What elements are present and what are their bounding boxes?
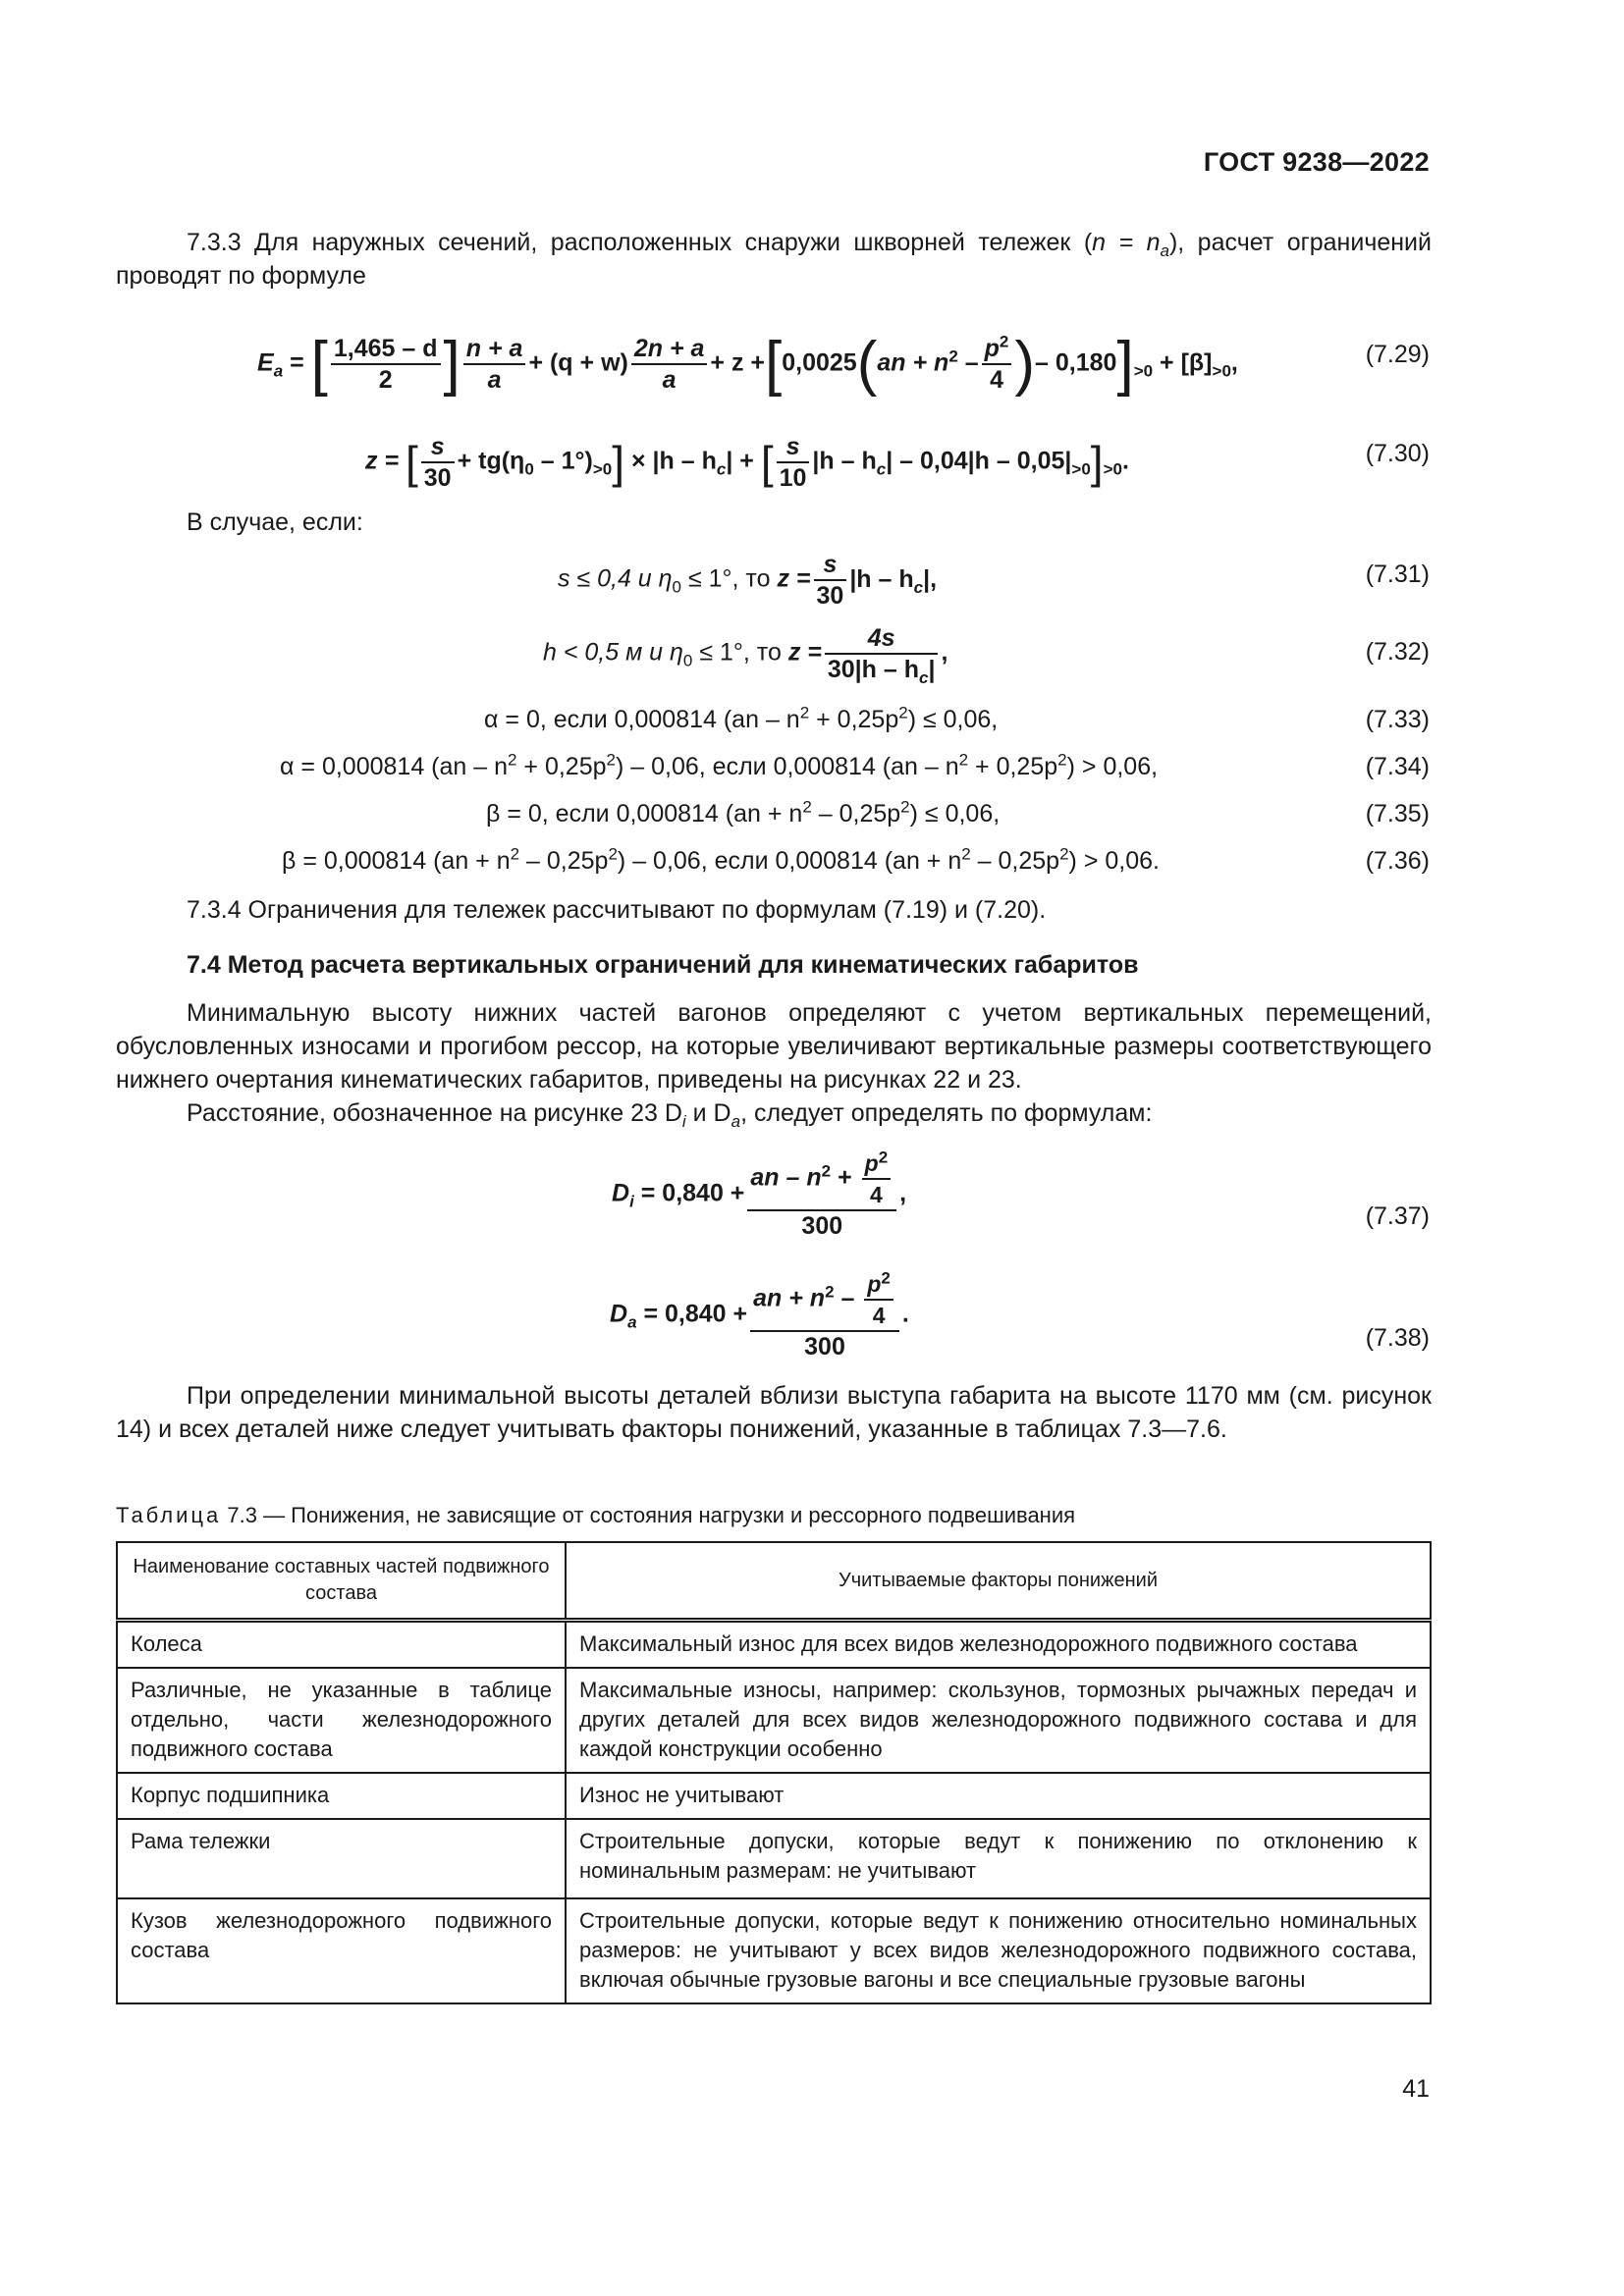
fraction xyxy=(814,550,847,611)
text: 2 xyxy=(508,750,517,770)
text: . xyxy=(901,1300,909,1328)
text: >0 xyxy=(1071,459,1091,479)
text: |, xyxy=(923,564,938,593)
text: 0 xyxy=(672,577,682,597)
text: ), расчет ограничений проводят по формуле xyxy=(116,229,1432,290)
text: 2 xyxy=(378,366,393,394)
text: an + n xyxy=(877,348,949,377)
fraction xyxy=(421,432,455,493)
text: 2 xyxy=(881,1268,891,1288)
equation-number: (7.31) xyxy=(1365,561,1430,588)
paragraph-733 xyxy=(116,226,1432,293)
equation-number: (7.32) xyxy=(1365,638,1430,666)
text: 4 xyxy=(869,1182,883,1207)
text: s xyxy=(430,433,445,460)
text: 0,0025 xyxy=(782,348,857,377)
text: E xyxy=(257,348,274,377)
table-row xyxy=(117,1773,1431,1819)
text: ) ≤ 0,06, xyxy=(907,706,999,733)
fraction xyxy=(331,334,441,395)
text: a xyxy=(662,366,677,394)
text: + (q + w) xyxy=(528,348,628,377)
text: – 0,25p xyxy=(970,847,1060,875)
text: n = n xyxy=(1092,229,1161,256)
formula-7-37 xyxy=(612,1148,906,1241)
fraction xyxy=(747,1148,896,1241)
formula-7-36 xyxy=(282,844,1160,878)
text: p xyxy=(864,1150,879,1176)
text: 2 xyxy=(948,347,958,366)
text: h < 0,5 м и η xyxy=(543,638,683,667)
text: s xyxy=(785,433,800,460)
table-cell: Строительные допуски, которые ведут к понижению по отклонению к номинальным размерам: не учитывают xyxy=(566,1819,1431,1898)
paragraph-74-2 xyxy=(116,1096,1432,1130)
text: + xyxy=(831,1163,852,1192)
text: an – n xyxy=(750,1163,822,1192)
fraction xyxy=(777,432,810,493)
text: 4 xyxy=(990,366,1003,394)
text: i xyxy=(681,1112,686,1131)
text: 1,465 – d xyxy=(331,334,441,365)
paragraph-74-3: При определении минимальной высоты деталей вблизи выступа габарита на высоте 1170 мм (см. рисунок 14) и всех деталей ниже следует учитывать факторы понижений, указанные в таблицах 7.3—7.6. xyxy=(116,1382,1432,1443)
table-row xyxy=(117,1621,1431,1669)
table-header-row xyxy=(117,1542,1431,1621)
fraction xyxy=(825,623,939,687)
text: D xyxy=(612,1179,630,1207)
table-row xyxy=(117,1898,1431,2003)
text: 2 xyxy=(821,1161,832,1181)
text: s xyxy=(823,551,838,578)
paragraph-734: 7.3.4 Ограничения для тележек рассчитывают по формулам (7.19) и (7.20). xyxy=(187,896,1047,924)
text: >0 xyxy=(1212,361,1231,381)
table-cell: Строительные допуски, которые ведут к понижению относительно номинальных размеров: не учитывают у всех видов железнодорожного подвижного состава, включая обычные грузовые вагоны и все специальные грузовые вагоны xyxy=(566,1898,1431,2003)
text: – xyxy=(834,1284,855,1312)
text: z = xyxy=(365,447,400,475)
text: an + n xyxy=(753,1284,826,1312)
table-7-3 xyxy=(116,1541,1432,2004)
text: 7.3.3 Для наружных сечений, расположенных снаружи шкворней тележек ( xyxy=(187,229,1093,256)
text: 300 xyxy=(801,1212,843,1240)
text: 2 xyxy=(900,797,910,817)
text: , следует определять по формулам: xyxy=(740,1099,1153,1127)
page-number: 41 xyxy=(1402,2075,1430,2103)
equation-number: (7.34) xyxy=(1365,753,1430,780)
table-row xyxy=(117,1819,1431,1898)
text: 2 xyxy=(606,750,616,770)
text: 30 xyxy=(816,582,844,610)
formula-7-32 xyxy=(543,623,948,687)
text: ) ≤ 0,06, xyxy=(909,800,1001,828)
text: >0 xyxy=(592,459,613,479)
section-heading-7-4: 7.4 Метод расчета вертикальных ограничений для кинематических габаритов xyxy=(187,951,1139,979)
fraction xyxy=(631,334,708,395)
text: a xyxy=(487,366,502,394)
text: | xyxy=(928,656,936,683)
text: – xyxy=(964,348,979,377)
text: |h – h xyxy=(812,447,877,475)
text: + tg(η xyxy=(457,447,525,475)
text: – 0,25p xyxy=(519,847,609,875)
text: i xyxy=(629,1192,634,1211)
text: >0 xyxy=(1133,361,1154,381)
fraction xyxy=(750,1269,899,1362)
text: + 0,25p xyxy=(968,753,1058,780)
text: a xyxy=(273,361,284,381)
text: = 0,840 + xyxy=(633,1179,745,1207)
text: 2 xyxy=(825,1282,835,1302)
equation-number: (7.36) xyxy=(1365,847,1430,875)
text: 30|h – h xyxy=(827,656,920,683)
text: 300 xyxy=(804,1333,845,1361)
equation-number: (7.29) xyxy=(1365,341,1430,368)
text: 2 xyxy=(802,797,812,817)
text: α = 0,000814 (an – n xyxy=(280,753,508,780)
table-cell: Рама тележки xyxy=(117,1819,566,1898)
text: ) > 0,06, xyxy=(1066,753,1159,780)
text: 2 xyxy=(958,750,969,770)
text: ) > 0,06. xyxy=(1068,847,1160,875)
text: |h – h xyxy=(849,564,914,593)
table-cell: Максимальные износы, например: скользунов, тормозных рычажных передач и других деталей для всех видов железнодорожного подвижного состава и для каждой конструкции особенно xyxy=(566,1668,1431,1773)
text: 2 xyxy=(878,1148,889,1167)
text: 2 xyxy=(961,844,971,864)
text: c xyxy=(919,668,929,687)
text: – 1°) xyxy=(540,447,593,475)
formula-7-34 xyxy=(280,750,1158,783)
table-caption xyxy=(116,1501,1075,1530)
text: 2 xyxy=(1059,844,1069,864)
text: 10 xyxy=(779,464,807,492)
equation-number: (7.38) xyxy=(1365,1324,1430,1352)
formula-7-38 xyxy=(610,1269,909,1362)
text: 4s xyxy=(867,624,895,652)
text: a xyxy=(1160,241,1169,260)
text: , xyxy=(941,638,948,667)
text: + [β] xyxy=(1160,348,1213,377)
text: 7.3 — Понижения, не зависящие от состояния нагрузки и рессорного подвешивания xyxy=(221,1503,1076,1527)
text: + 0,25p xyxy=(516,753,607,780)
text: c xyxy=(913,577,924,597)
table-row xyxy=(117,1668,1431,1773)
paragraph-74-1: Минимальную высоту нижних частей вагонов определяют с учетом вертикальных перемещений, обусловленных износами и прогибом рессор, на которые увеличивают вертикальные размеры соответствующего нижнего очертания кинематических габаритов, приведены на рисунках 22 и 23. xyxy=(116,999,1432,1094)
text: n + a xyxy=(465,335,523,362)
text: 2 xyxy=(999,332,1009,351)
equation-number: (7.35) xyxy=(1365,800,1430,828)
text: + 0,25p xyxy=(809,706,899,733)
text: ) – 0,06, если 0,000814 (an + n xyxy=(617,847,962,875)
document-header: ГОСТ 9238—2022 xyxy=(1203,147,1430,177)
text: β = 0, если 0,000814 (an + n xyxy=(486,800,803,828)
text: 2 xyxy=(1057,750,1067,770)
table-cell: Кузов железнодорожного подвижного состава xyxy=(117,1898,566,2003)
text: z = xyxy=(787,638,822,667)
table-cell: Колеса xyxy=(117,1621,566,1669)
text: – 0,180 xyxy=(1035,348,1117,377)
text: 30 xyxy=(423,464,452,492)
text: p xyxy=(867,1271,882,1297)
text: c xyxy=(716,459,727,479)
text: p xyxy=(984,335,1000,362)
formula-7-31 xyxy=(558,550,937,611)
text: ) – 0,06, если 0,000814 (an – n xyxy=(616,753,959,780)
formula-7-29: $E_a$ = [ $\frac{1,465 - d}{2}$ ] $\frac{n + a}{a}$ + (q + w) $\frac{2n + a}{a}$ + $z +[0,0025(an + n^2$ – $\frac{p^2}{4}$ )– $0,180]_{>0} + [\beta]_{>0}$, xyxy=(257,330,1238,398)
in-case-label: В случае, если: xyxy=(187,508,363,536)
equation-number: (7.33) xyxy=(1365,706,1430,733)
equation-number: (7.30) xyxy=(1365,440,1430,467)
column-header: Наименование составных частей подвижного состава xyxy=(117,1542,566,1621)
text: + z + xyxy=(710,348,766,377)
text: | + xyxy=(726,447,754,475)
text: 0 xyxy=(682,651,693,670)
text: и D xyxy=(685,1099,731,1127)
formula-7-30: z = [ $\frac{s}{30}$ + $tg(\eta_0 - 1^\circ)_{>0}] \times |h - h_c|$ + [ $\frac{s}{10}$ $|h - h_c| - 0,04|h - 0,05|_{>0}]_{>0}$. xyxy=(365,433,1129,492)
column-header: Учитываемые факторы понижений xyxy=(566,1542,1431,1621)
fraction xyxy=(982,334,1012,395)
text: 4 xyxy=(872,1303,886,1328)
text: 2 xyxy=(608,844,618,864)
fraction xyxy=(463,334,526,395)
text: 2 xyxy=(898,703,908,722)
text: D xyxy=(610,1300,628,1328)
text: | – 0,04|h – 0,05| xyxy=(886,447,1072,475)
text: 0 xyxy=(524,459,534,479)
text: 2 xyxy=(799,703,810,722)
text: β = 0,000814 (an + n xyxy=(282,847,511,875)
text: ≤ 1°, то xyxy=(692,638,782,667)
text: a xyxy=(627,1312,637,1332)
text: × |h – h xyxy=(630,447,717,475)
text: 2 xyxy=(510,844,520,864)
text: . xyxy=(1121,447,1129,475)
text: , xyxy=(1230,348,1238,377)
text: , xyxy=(899,1179,907,1207)
text: c xyxy=(876,459,887,479)
table-cell: Корпус подшипника xyxy=(117,1773,566,1819)
table-cell: Различные, не указанные в таблице отдельно, части железнодорожного подвижного состава xyxy=(117,1668,566,1773)
table-cell: Износ не учитывают xyxy=(566,1773,1431,1819)
text: ≤ 1°, то xyxy=(681,564,771,593)
text: α = 0, если 0,000814 (an – n xyxy=(484,706,800,733)
text: s ≤ 0,4 и η xyxy=(558,564,673,593)
text: 2n + a xyxy=(633,335,705,362)
formula-7-33 xyxy=(484,703,998,736)
text: a xyxy=(731,1112,741,1131)
equation-number: (7.37) xyxy=(1365,1202,1430,1230)
formula-7-35 xyxy=(486,797,1000,830)
table-cell: Максимальный износ для всех видов железнодорожного подвижного состава xyxy=(566,1621,1431,1669)
text: Расстояние, обозначенное на рисунке 23 D xyxy=(187,1099,682,1127)
text: = 0,840 + xyxy=(636,1300,748,1328)
text: z = xyxy=(777,564,811,593)
text: >0 xyxy=(1103,459,1122,479)
text: Таблица xyxy=(116,1503,222,1527)
text: – 0,25p xyxy=(811,800,901,828)
